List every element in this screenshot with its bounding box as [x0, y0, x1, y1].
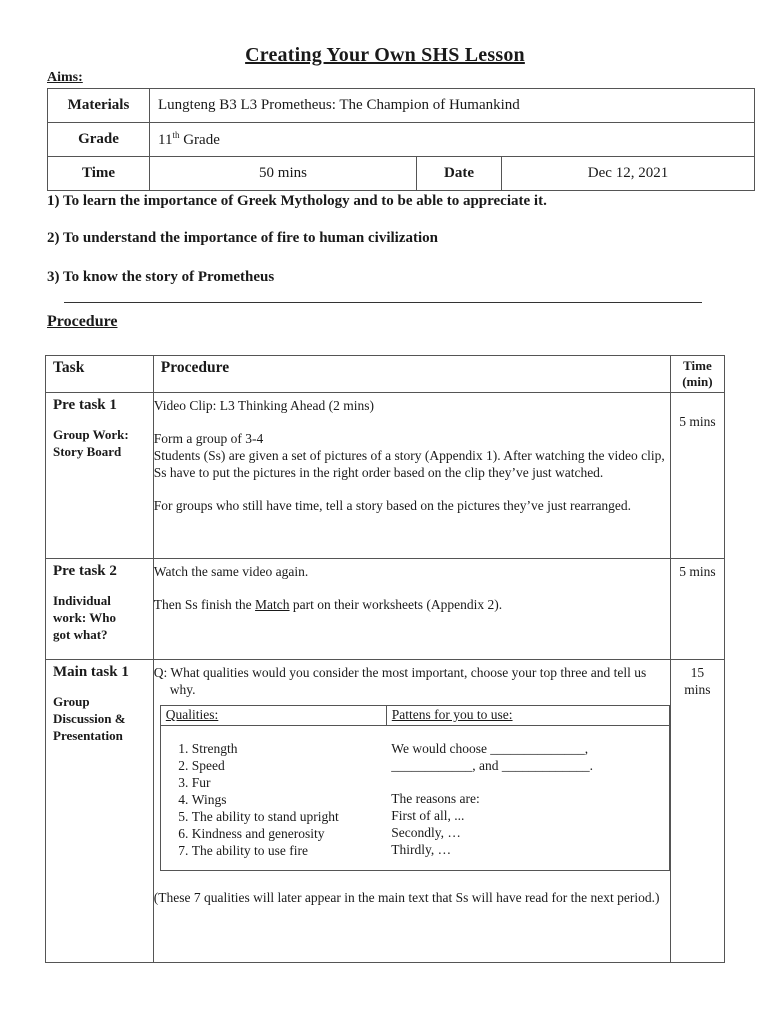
time-value: 50 mins	[150, 157, 417, 191]
qualities-table-body-row	[160, 726, 669, 871]
aims-label: Aims:	[47, 70, 83, 85]
materials-value: Lungteng B3 L3 Prometheus: The Champion of Humankind	[150, 89, 755, 123]
pre-task-1-line-2: Form a group of 3-4	[153, 431, 264, 446]
reason-3: Thirdly, …	[391, 842, 452, 857]
qualities-header: Qualities:	[165, 707, 219, 722]
reason-2: Secondly, …	[391, 825, 461, 840]
pre-task-1-line-3: Students (Ss) are given a set of pictures of a story (Appendix 1). After watching the video clip, Ss have to put the pictures in the right order based on the clip they’ve just watched.	[153, 448, 665, 480]
pre-task-2-line-1: Watch the same video again.	[153, 564, 309, 579]
patterns-cell	[386, 726, 669, 871]
pre-task-1-row	[46, 393, 725, 559]
qualities-table	[160, 705, 670, 871]
grade-label: Grade	[48, 123, 150, 157]
main-task-1-name: Main task 1	[53, 664, 129, 680]
header-task: Task	[46, 356, 154, 393]
pre-task-2-name: Pre task 2	[53, 563, 117, 579]
pre-task-2-time-cell	[670, 559, 724, 660]
main-task-1-note: (These 7 qualities will later appear in the main text that Ss will have read for the next period.)	[153, 890, 660, 905]
patterns-header-cell	[386, 706, 669, 726]
date-label: Date	[417, 157, 502, 191]
grade-word: Grade	[183, 132, 220, 148]
pre-task-2-type: Individual work: Who got what?	[53, 593, 116, 642]
list-item: 1. Strength	[192, 740, 382, 757]
page-title: Creating Your Own SHS Lesson	[245, 44, 525, 66]
time-row	[48, 157, 755, 191]
qualities-table-header-row	[160, 706, 669, 726]
main-task-1-question: Q: What qualities would you consider the most important, choose your top three and tell us why.	[153, 665, 647, 697]
main-task-1-task-cell	[46, 660, 154, 963]
pre-task-2-line-2: Then Ss finish the Match part on their worksheets (Appendix 2).	[153, 597, 503, 612]
grade-suffix: th	[172, 130, 180, 140]
list-item: 3. Fur	[192, 774, 382, 791]
divider-line	[64, 302, 702, 303]
pre-task-2-procedure	[153, 559, 670, 660]
main-task-1-time-cell	[670, 660, 724, 963]
pattern-line-2: ____________, and _____________.	[391, 758, 594, 773]
aim-3: 3) To know the story of Prometheus	[47, 269, 275, 285]
pre-task-1-time-cell	[670, 393, 724, 559]
list-item: 2. Speed	[192, 757, 382, 774]
pre-task-1-task-cell	[46, 393, 154, 559]
pre-task-2-time: 5 mins	[679, 564, 716, 579]
lesson-info-table	[47, 88, 755, 191]
patterns-header: Pattens for you to use:	[391, 707, 513, 722]
pre-task-1-line-4: For groups who still have time, tell a story based on the pictures they’ve just rearranged.	[153, 498, 632, 513]
pre-task-1-name: Pre task 1	[53, 397, 117, 413]
reason-1: First of all, ...	[391, 808, 465, 823]
pre-task-1-procedure	[153, 393, 670, 559]
aim-1: 1) To learn the importance of Greek Mythology and to be able to appreciate it.	[47, 193, 547, 209]
list-item: 7. The ability to use fire	[192, 842, 382, 859]
main-task-1-type: Group Discussion & Presentation	[53, 694, 126, 743]
grade-row	[48, 123, 755, 157]
pre-task-2-row	[46, 559, 725, 660]
qualities-header-cell	[160, 706, 386, 726]
reasons-intro: The reasons are:	[391, 791, 480, 806]
list-item: 5. The ability to stand upright	[192, 808, 382, 825]
main-task-1-procedure	[153, 660, 670, 963]
list-item: 6. Kindness and generosity	[192, 825, 382, 842]
main-task-1-time: 15 mins	[684, 665, 711, 697]
list-item: 4. Wings	[192, 791, 382, 808]
materials-label: Materials	[48, 89, 150, 123]
time-label: Time	[48, 157, 150, 191]
header-time: Time (min)	[670, 356, 724, 393]
qualities-list-cell	[160, 726, 386, 871]
date-value: Dec 12, 2021	[502, 157, 755, 191]
pattern-line-1: We would choose ______________,	[391, 741, 589, 756]
qualities-list	[166, 740, 382, 859]
pre-task-2-task-cell	[46, 559, 154, 660]
main-task-1-row	[46, 660, 725, 963]
procedure-table	[45, 355, 725, 963]
materials-row	[48, 89, 755, 123]
match-link: Match	[255, 597, 290, 612]
grade-number: 11	[158, 132, 173, 148]
procedure-header-row	[46, 356, 725, 393]
pre-task-1-type: Group Work: Story Board	[53, 427, 129, 459]
procedure-label: Procedure	[47, 313, 118, 330]
pre-task-1-time: 5 mins	[679, 414, 716, 429]
header-procedure: Procedure	[153, 356, 670, 393]
pre-task-1-line-1: Video Clip: L3 Thinking Ahead (2 mins)	[153, 398, 374, 413]
aim-2: 2) To understand the importance of fire to human civilization	[47, 230, 438, 246]
grade-value	[150, 123, 755, 157]
